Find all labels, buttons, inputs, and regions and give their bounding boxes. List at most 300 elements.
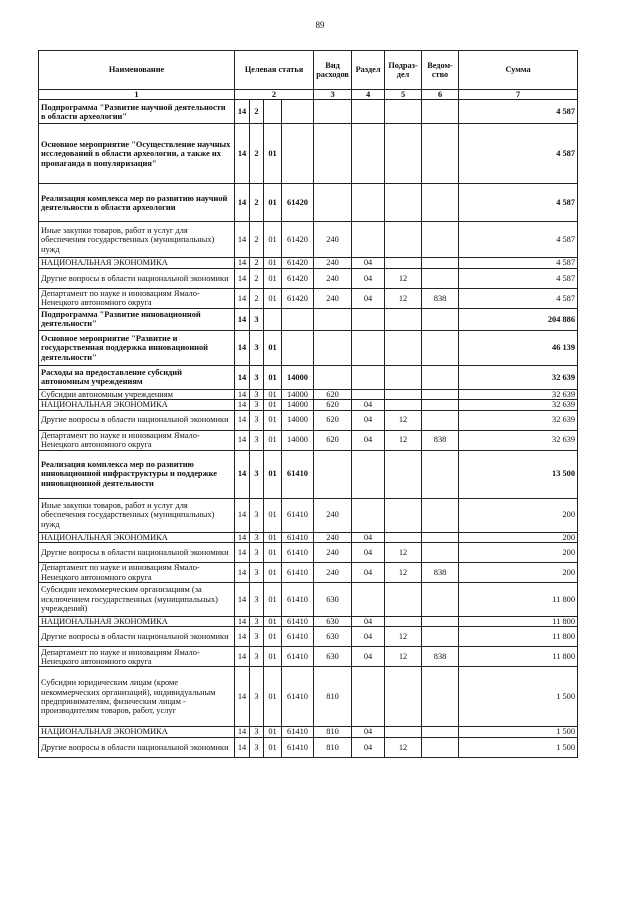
section-cell (352, 450, 385, 498)
index-cell: 7 (459, 90, 578, 100)
target-code-subprogram: 3 (250, 308, 264, 330)
subsection-cell (385, 330, 422, 365)
target-code-subprogram: 3 (250, 365, 264, 389)
row-name: Другие вопросы в области национальной экономики (39, 627, 235, 647)
target-code-program: 14 (235, 124, 250, 184)
target-code-event: 01 (264, 330, 282, 365)
target-code-event: 01 (264, 450, 282, 498)
subsection-cell (385, 222, 422, 258)
section-cell (352, 498, 385, 532)
expense-type-cell: 240 (314, 258, 352, 268)
table-row (39, 727, 578, 737)
amount-cell: 46 139 (459, 330, 578, 365)
department-code-cell (422, 667, 459, 727)
table-row (39, 184, 578, 222)
target-code-subprogram: 3 (250, 737, 264, 757)
target-code-program: 14 (235, 100, 250, 124)
table-row (39, 498, 578, 532)
row-name: Субсидии некоммерческим организациям (за исключением государственных (муниципальных) учреждений) (39, 583, 235, 617)
target-code-subprogram: 3 (250, 410, 264, 430)
expense-type-cell (314, 124, 352, 184)
department-code-cell (422, 543, 459, 563)
amount-cell: 4 587 (459, 100, 578, 124)
subsection-cell (385, 184, 422, 222)
subsection-cell (385, 258, 422, 268)
target-code-direction: 61410 (282, 563, 314, 583)
target-code-event: 01 (264, 184, 282, 222)
target-code-event: 01 (264, 268, 282, 288)
subsection-cell (385, 498, 422, 532)
amount-cell: 4 587 (459, 268, 578, 288)
row-name: Подпрограмма "Развитие научной деятельности в области археологии" (39, 100, 235, 124)
target-code-event: 01 (264, 410, 282, 430)
target-code-program: 14 (235, 727, 250, 737)
subsection-cell: 12 (385, 410, 422, 430)
row-name: Основное мероприятие "Развитие и государственная поддержка инновационной деятельности" (39, 330, 235, 365)
department-code-cell (422, 727, 459, 737)
row-name: Реализация комплекса мер по развитию научной деятельности в области археологии (39, 184, 235, 222)
table-row (39, 288, 578, 308)
section-cell (352, 222, 385, 258)
section-cell: 04 (352, 288, 385, 308)
section-cell: 04 (352, 727, 385, 737)
row-name: НАЦИОНАЛЬНАЯ ЭКОНОМИКА (39, 727, 235, 737)
section-cell: 04 (352, 737, 385, 757)
department-code-cell (422, 308, 459, 330)
target-code-event: 01 (264, 532, 282, 542)
department-code-cell: 838 (422, 288, 459, 308)
target-code-subprogram: 3 (250, 532, 264, 542)
target-code-direction (282, 100, 314, 124)
index-cell: 6 (422, 90, 459, 100)
amount-cell: 32 639 (459, 389, 578, 399)
expense-type-cell: 240 (314, 498, 352, 532)
target-code-event: 01 (264, 647, 282, 667)
header-summa: Сумма (459, 51, 578, 90)
target-code-subprogram: 3 (250, 498, 264, 532)
department-code-cell (422, 389, 459, 399)
department-code-cell (422, 222, 459, 258)
header-vedomstvo: Ведом- ство (422, 51, 459, 90)
target-code-event: 01 (264, 498, 282, 532)
target-code-direction: 14000 (282, 430, 314, 450)
target-code-subprogram: 2 (250, 288, 264, 308)
subsection-cell (385, 100, 422, 124)
target-code-direction (282, 330, 314, 365)
target-code-event: 01 (264, 737, 282, 757)
table-row (39, 222, 578, 258)
amount-cell: 11 800 (459, 583, 578, 617)
row-name: Департамент по науке и инновациям Ямало-Ненецкого автономного округа (39, 288, 235, 308)
subsection-cell: 12 (385, 647, 422, 667)
target-code-subprogram: 3 (250, 583, 264, 617)
expense-type-cell (314, 100, 352, 124)
index-cell: 5 (385, 90, 422, 100)
row-name: Департамент по науке и инновациям Ямало-Ненецкого автономного округа (39, 647, 235, 667)
target-code-subprogram: 3 (250, 430, 264, 450)
department-code-cell (422, 583, 459, 617)
row-name: Субсидии юридическим лицам (кроме некоммерческих организаций), индивидуальным предпринимателям, физическим лицам - производителям товаров, работ, услуг (39, 667, 235, 727)
expense-type-cell (314, 365, 352, 389)
table-row (39, 365, 578, 389)
target-code-event: 01 (264, 543, 282, 563)
index-cell: 4 (352, 90, 385, 100)
row-name: Субсидии автономным учреждениям (39, 389, 235, 399)
amount-cell: 1 500 (459, 737, 578, 757)
amount-cell: 11 800 (459, 647, 578, 667)
target-code-program: 14 (235, 532, 250, 542)
target-code-direction: 61410 (282, 737, 314, 757)
header-razdel: Раздел (352, 51, 385, 90)
target-code-direction: 61420 (282, 268, 314, 288)
target-code-event: 01 (264, 365, 282, 389)
expense-type-cell: 240 (314, 268, 352, 288)
expense-type-cell (314, 308, 352, 330)
subsection-cell (385, 308, 422, 330)
table-row (39, 389, 578, 399)
header-name: Наименование (39, 51, 235, 90)
target-code-event: 01 (264, 563, 282, 583)
row-name: НАЦИОНАЛЬНАЯ ЭКОНОМИКА (39, 617, 235, 627)
target-code-subprogram: 2 (250, 258, 264, 268)
department-code-cell: 838 (422, 647, 459, 667)
expense-type-cell: 630 (314, 617, 352, 627)
target-code-subprogram: 2 (250, 100, 264, 124)
department-code-cell (422, 100, 459, 124)
row-name: Департамент по науке и инновациям Ямало-Ненецкого автономного округа (39, 430, 235, 450)
section-cell: 04 (352, 647, 385, 667)
target-code-program: 14 (235, 184, 250, 222)
target-code-event: 01 (264, 617, 282, 627)
target-code-direction: 14000 (282, 400, 314, 410)
row-name: НАЦИОНАЛЬНАЯ ЭКОНОМИКА (39, 258, 235, 268)
table-row (39, 410, 578, 430)
expense-type-cell (314, 450, 352, 498)
target-code-direction: 14000 (282, 365, 314, 389)
target-code-program: 14 (235, 627, 250, 647)
target-code-direction: 61410 (282, 627, 314, 647)
row-name: Расходы на предоставление субсидий автономным учреждениям (39, 365, 235, 389)
department-code-cell (422, 124, 459, 184)
amount-cell: 4 587 (459, 288, 578, 308)
target-code-program: 14 (235, 389, 250, 399)
section-cell: 04 (352, 268, 385, 288)
subsection-cell (385, 450, 422, 498)
row-name: Иные закупки товаров, работ и услуг для обеспечения государственных (муниципальных) нужд (39, 222, 235, 258)
section-cell (352, 365, 385, 389)
row-name: Другие вопросы в области национальной экономики (39, 410, 235, 430)
table-row (39, 330, 578, 365)
target-code-program: 14 (235, 430, 250, 450)
expense-type-cell: 240 (314, 563, 352, 583)
table-row (39, 563, 578, 583)
expense-type-cell (314, 330, 352, 365)
target-code-program: 14 (235, 563, 250, 583)
budget-table (38, 50, 578, 758)
target-code-direction: 61420 (282, 222, 314, 258)
target-code-program: 14 (235, 543, 250, 563)
target-code-direction: 61410 (282, 498, 314, 532)
section-cell: 04 (352, 410, 385, 430)
table-row (39, 258, 578, 268)
target-code-subprogram: 2 (250, 222, 264, 258)
expense-type-cell: 810 (314, 667, 352, 727)
target-code-event: 01 (264, 288, 282, 308)
table-row (39, 543, 578, 563)
header-podrazdel: Подраз- дел (385, 51, 422, 90)
table-row (39, 737, 578, 757)
header-row (39, 51, 578, 90)
row-name: Другие вопросы в области национальной экономики (39, 268, 235, 288)
target-code-direction: 61410 (282, 647, 314, 667)
department-code-cell (422, 450, 459, 498)
subsection-cell (385, 667, 422, 727)
target-code-event: 01 (264, 727, 282, 737)
amount-cell: 32 639 (459, 410, 578, 430)
department-code-cell (422, 737, 459, 757)
row-name: Другие вопросы в области национальной экономики (39, 543, 235, 563)
amount-cell: 32 639 (459, 365, 578, 389)
section-cell (352, 667, 385, 727)
expense-type-cell: 240 (314, 222, 352, 258)
subsection-cell: 12 (385, 737, 422, 757)
target-code-direction: 61410 (282, 583, 314, 617)
subsection-cell: 12 (385, 543, 422, 563)
amount-cell: 32 639 (459, 430, 578, 450)
target-code-direction: 61420 (282, 184, 314, 222)
expense-type-cell: 620 (314, 389, 352, 399)
target-code-direction: 61410 (282, 450, 314, 498)
row-name: Подпрограмма "Развитие инновационной деятельности" (39, 308, 235, 330)
target-code-direction: 61410 (282, 532, 314, 542)
expense-type-cell: 620 (314, 400, 352, 410)
amount-cell: 204 886 (459, 308, 578, 330)
table-row (39, 308, 578, 330)
section-cell: 04 (352, 532, 385, 542)
amount-cell: 1 500 (459, 667, 578, 727)
target-code-direction: 14000 (282, 389, 314, 399)
amount-cell: 4 587 (459, 222, 578, 258)
section-cell: 04 (352, 627, 385, 647)
expense-type-cell: 810 (314, 737, 352, 757)
index-cell: 1 (39, 90, 235, 100)
target-code-subprogram: 3 (250, 563, 264, 583)
target-code-program: 14 (235, 288, 250, 308)
section-cell: 04 (352, 430, 385, 450)
target-code-direction: 14000 (282, 410, 314, 430)
department-code-cell (422, 365, 459, 389)
target-code-direction: 61410 (282, 617, 314, 627)
target-code-subprogram: 3 (250, 400, 264, 410)
expense-type-cell: 240 (314, 288, 352, 308)
row-name: НАЦИОНАЛЬНАЯ ЭКОНОМИКА (39, 532, 235, 542)
expense-type-cell: 240 (314, 543, 352, 563)
target-code-program: 14 (235, 498, 250, 532)
table-row (39, 450, 578, 498)
expense-type-cell: 630 (314, 627, 352, 647)
subsection-cell: 12 (385, 627, 422, 647)
department-code-cell (422, 617, 459, 627)
section-cell: 04 (352, 563, 385, 583)
target-code-subprogram: 3 (250, 389, 264, 399)
subsection-cell: 12 (385, 268, 422, 288)
target-code-event (264, 308, 282, 330)
target-code-subprogram: 3 (250, 617, 264, 627)
amount-cell: 4 587 (459, 258, 578, 268)
subsection-cell (385, 389, 422, 399)
target-code-program: 14 (235, 268, 250, 288)
department-code-cell (422, 400, 459, 410)
page-number: 89 (315, 20, 325, 30)
expense-type-cell: 620 (314, 410, 352, 430)
department-code-cell (422, 184, 459, 222)
target-code-event: 01 (264, 583, 282, 617)
table-row (39, 532, 578, 542)
subsection-cell (385, 583, 422, 617)
section-cell (352, 389, 385, 399)
target-code-program: 14 (235, 400, 250, 410)
department-code-cell (422, 627, 459, 647)
amount-cell: 32 639 (459, 400, 578, 410)
department-code-cell: 838 (422, 430, 459, 450)
target-code-program: 14 (235, 258, 250, 268)
row-name: Департамент по науке и инновациям Ямало-Ненецкого автономного округа (39, 563, 235, 583)
expense-type-cell: 630 (314, 647, 352, 667)
amount-cell: 200 (459, 543, 578, 563)
target-code-subprogram: 2 (250, 268, 264, 288)
row-name: Другие вопросы в области национальной экономики (39, 737, 235, 757)
subsection-cell: 12 (385, 430, 422, 450)
section-cell (352, 124, 385, 184)
subsection-cell (385, 617, 422, 627)
target-code-subprogram: 2 (250, 124, 264, 184)
section-cell (352, 330, 385, 365)
department-code-cell: 838 (422, 563, 459, 583)
section-cell: 04 (352, 617, 385, 627)
table-row (39, 430, 578, 450)
amount-cell: 13 500 (459, 450, 578, 498)
section-cell: 04 (352, 543, 385, 563)
target-code-event: 01 (264, 430, 282, 450)
subsection-cell (385, 400, 422, 410)
target-code-program: 14 (235, 647, 250, 667)
target-code-subprogram: 3 (250, 450, 264, 498)
subsection-cell: 12 (385, 563, 422, 583)
row-name: Иные закупки товаров, работ и услуг для обеспечения государственных (муниципальных) нужд (39, 498, 235, 532)
target-code-event: 01 (264, 124, 282, 184)
target-code-subprogram: 3 (250, 727, 264, 737)
department-code-cell (422, 258, 459, 268)
table-row (39, 617, 578, 627)
target-code-event (264, 100, 282, 124)
target-code-direction: 61420 (282, 258, 314, 268)
target-code-program: 14 (235, 617, 250, 627)
subsection-cell (385, 532, 422, 542)
target-code-subprogram: 3 (250, 667, 264, 727)
table-body (39, 100, 578, 757)
subsection-cell (385, 124, 422, 184)
target-code-event: 01 (264, 400, 282, 410)
target-code-program: 14 (235, 450, 250, 498)
section-cell: 04 (352, 258, 385, 268)
subsection-cell (385, 727, 422, 737)
target-code-direction (282, 308, 314, 330)
row-name: НАЦИОНАЛЬНАЯ ЭКОНОМИКА (39, 400, 235, 410)
table-row (39, 667, 578, 727)
target-code-event: 01 (264, 258, 282, 268)
section-cell: 04 (352, 400, 385, 410)
row-name: Реализация комплекса мер по развитию инновационной инфраструктуры и поддержке инновационной деятельности (39, 450, 235, 498)
department-code-cell (422, 410, 459, 430)
department-code-cell (422, 532, 459, 542)
index-row (39, 90, 578, 100)
expense-type-cell: 630 (314, 583, 352, 617)
target-code-direction (282, 124, 314, 184)
amount-cell: 11 800 (459, 617, 578, 627)
expense-type-cell (314, 184, 352, 222)
amount-cell: 200 (459, 563, 578, 583)
target-code-event: 01 (264, 627, 282, 647)
table-row (39, 583, 578, 617)
target-code-program: 14 (235, 410, 250, 430)
expense-type-cell: 620 (314, 430, 352, 450)
amount-cell: 200 (459, 498, 578, 532)
section-cell (352, 184, 385, 222)
target-code-direction: 61410 (282, 727, 314, 737)
amount-cell: 4 587 (459, 124, 578, 184)
table-row (39, 647, 578, 667)
target-code-subprogram: 2 (250, 184, 264, 222)
table-row (39, 627, 578, 647)
section-cell (352, 308, 385, 330)
expense-type-cell: 810 (314, 727, 352, 737)
target-code-direction: 61410 (282, 543, 314, 563)
index-cell: 2 (235, 90, 314, 100)
subsection-cell (385, 365, 422, 389)
header-vid: Вид расходов (314, 51, 352, 90)
target-code-program: 14 (235, 222, 250, 258)
target-code-program: 14 (235, 583, 250, 617)
department-code-cell (422, 268, 459, 288)
target-code-event: 01 (264, 389, 282, 399)
amount-cell: 200 (459, 532, 578, 542)
department-code-cell (422, 498, 459, 532)
target-code-subprogram: 3 (250, 647, 264, 667)
section-cell (352, 583, 385, 617)
header-target: Целевая статья (235, 51, 314, 90)
index-cell: 3 (314, 90, 352, 100)
row-name: Основное мероприятие "Осуществление научных исследований в области археологии, а также их пропаганда в популяризация" (39, 124, 235, 184)
target-code-subprogram: 3 (250, 543, 264, 563)
table-row (39, 100, 578, 124)
amount-cell: 11 800 (459, 627, 578, 647)
target-code-program: 14 (235, 365, 250, 389)
target-code-direction: 61410 (282, 667, 314, 727)
target-code-program: 14 (235, 737, 250, 757)
target-code-event: 01 (264, 667, 282, 727)
target-code-subprogram: 3 (250, 330, 264, 365)
subsection-cell: 12 (385, 288, 422, 308)
table-row (39, 400, 578, 410)
target-code-program: 14 (235, 667, 250, 727)
section-cell (352, 100, 385, 124)
target-code-subprogram: 3 (250, 627, 264, 647)
target-code-event: 01 (264, 222, 282, 258)
table-row (39, 268, 578, 288)
target-code-program: 14 (235, 308, 250, 330)
target-code-direction: 61420 (282, 288, 314, 308)
expense-type-cell: 240 (314, 532, 352, 542)
